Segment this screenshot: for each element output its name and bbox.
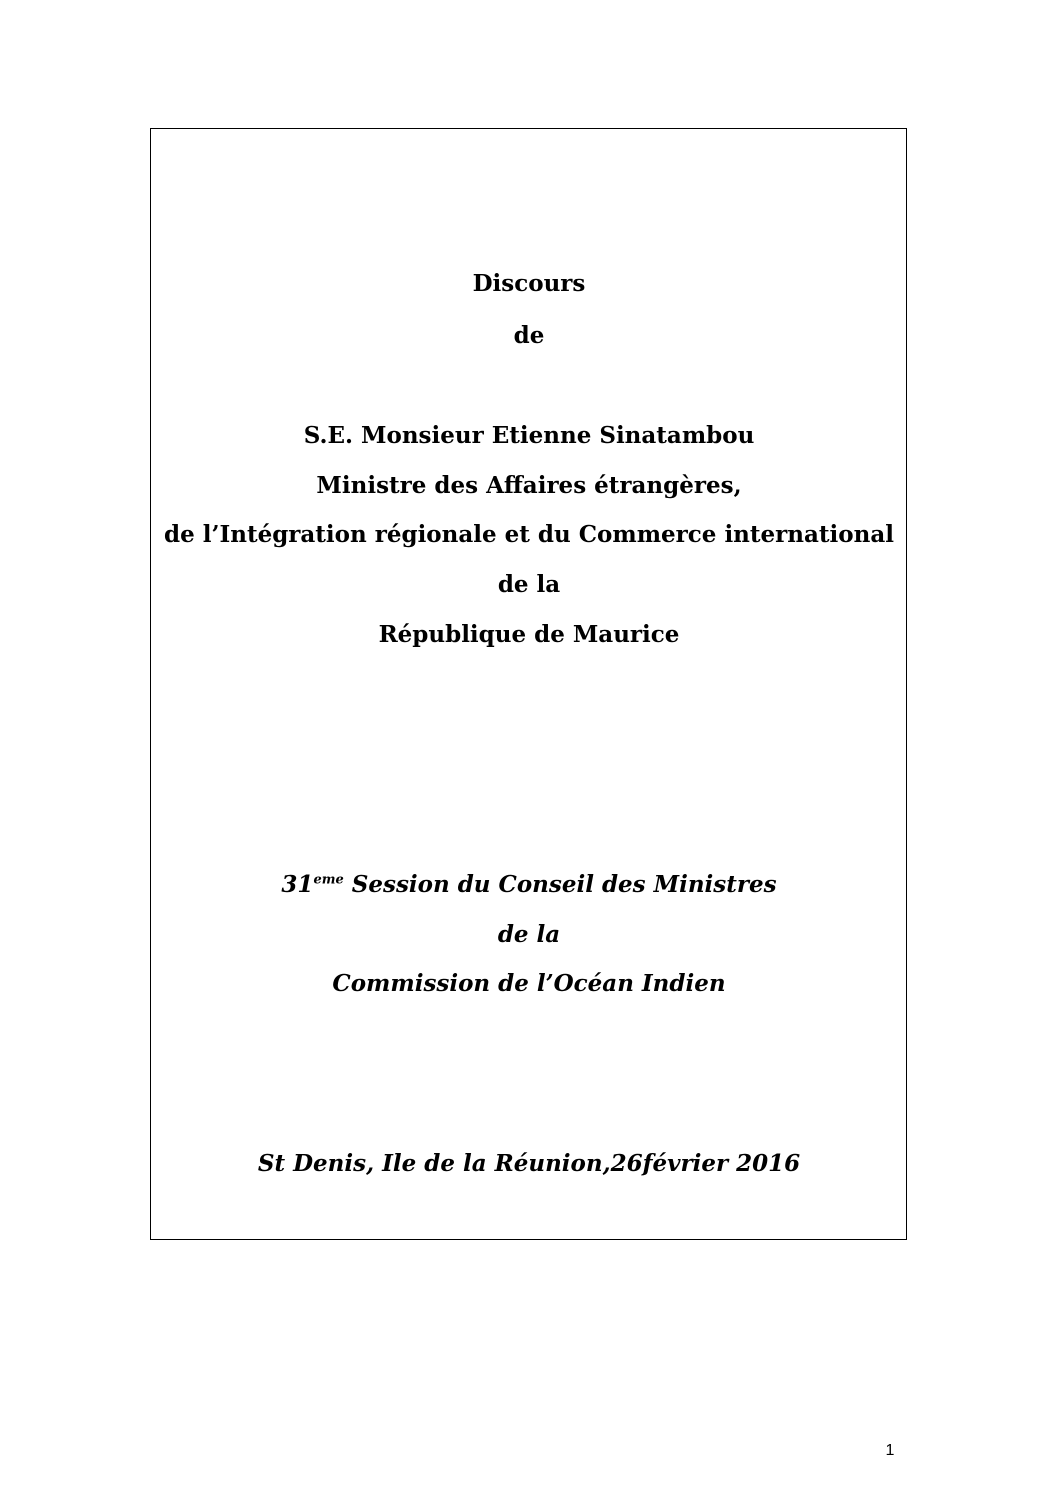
speaker-role-line-2: de l’Intégration régionale et du Commerce international bbox=[164, 521, 894, 548]
session-heading bbox=[0, 870, 1058, 900]
event-line-2: de la bbox=[497, 921, 561, 948]
speaker-name: S.E. Monsieur Etienne Sinatambou bbox=[303, 422, 755, 449]
place-and-date: St Denis, Ile de la Réunion,26février 2016 bbox=[257, 1150, 801, 1177]
speaker-role-line-1: Ministre des Affaires étrangères, bbox=[316, 472, 742, 499]
title-de: de bbox=[513, 322, 545, 349]
country-name: République de Maurice bbox=[378, 621, 680, 648]
title-discours: Discours bbox=[472, 270, 586, 297]
session-number: 31 bbox=[281, 871, 314, 898]
speaker-role-line-3: de la bbox=[497, 571, 561, 598]
event-organization: Commission de l’Océan Indien bbox=[332, 970, 726, 997]
page-number: 1 bbox=[885, 1442, 895, 1459]
session-heading-rest: Session du Conseil des Ministres bbox=[343, 871, 777, 898]
session-number-suffix: eme bbox=[313, 872, 344, 888]
